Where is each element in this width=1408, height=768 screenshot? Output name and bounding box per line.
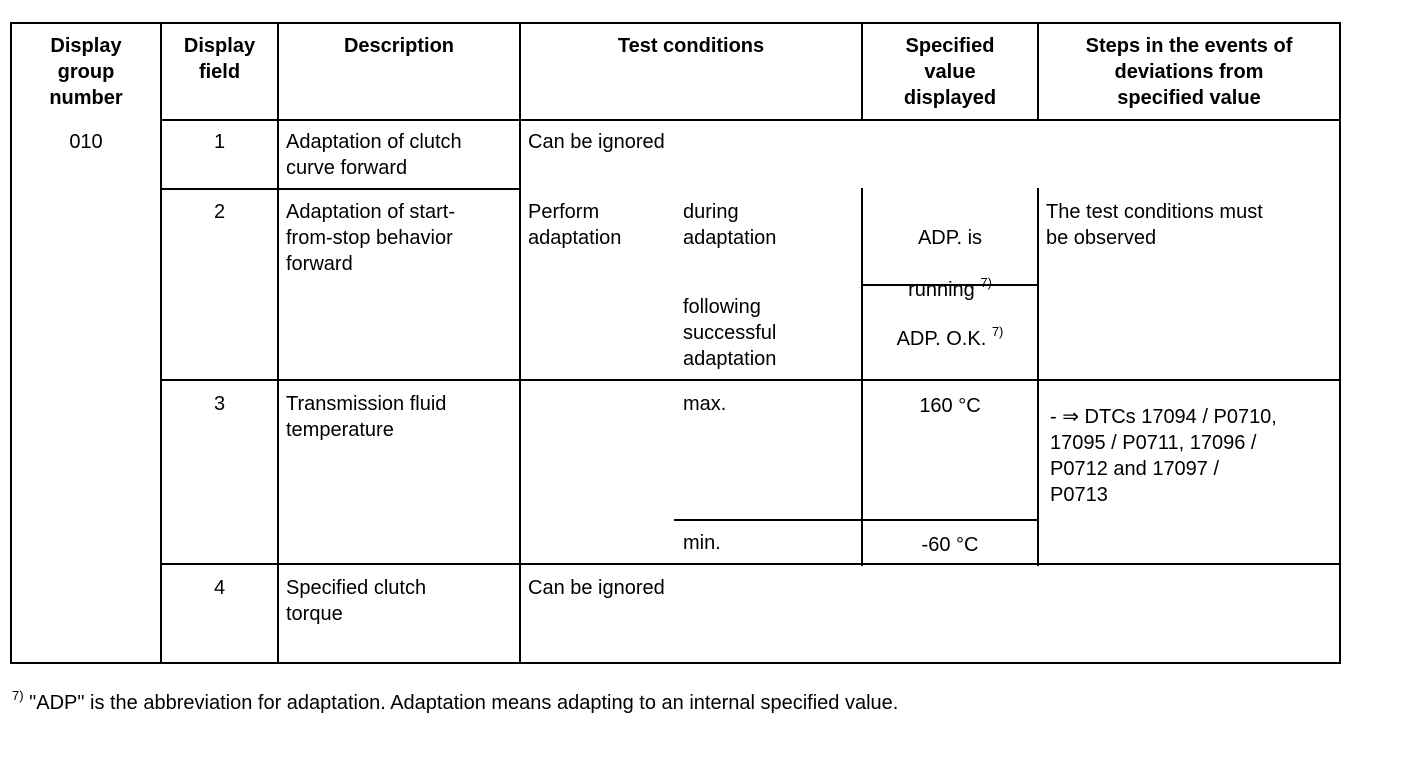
display-group-number: 010	[69, 131, 103, 153]
row2-sub2-condition: following successful adaptation	[683, 296, 777, 370]
footnote-mark: 7)	[12, 688, 24, 703]
header-description: Description	[343, 35, 455, 57]
header-steps: Steps in the events of deviations from specified value	[1085, 35, 1293, 109]
row1-description: Adaptation of clutch curve forward	[286, 131, 462, 179]
table-right-border	[1339, 22, 1341, 664]
row3-sub1-value: 160 °C	[919, 395, 981, 417]
row4-description: Specified clutch torque	[286, 577, 427, 625]
col-divider-field	[277, 22, 279, 664]
row1-conditions: Can be ignored	[528, 131, 665, 153]
row2-sub1-value-line1: ADP. is	[917, 227, 983, 249]
header-display-field: Display field	[183, 35, 256, 83]
header-bottom-rule	[161, 119, 1341, 121]
footnote	[12, 690, 898, 716]
row3-sub2-condition: min.	[683, 532, 721, 554]
row2-sub2-value-text: ADP. O.K.	[896, 328, 987, 350]
row3-sub2-value: -60 °C	[921, 534, 979, 556]
row1-bottom-rule	[161, 188, 521, 190]
table-bottom-border	[10, 662, 1341, 664]
row3-description: Transmission fluid temperature	[286, 393, 447, 441]
col-divider-group	[160, 22, 162, 664]
col-divider-specified	[1037, 188, 1039, 566]
row3-sub-rule	[674, 519, 1039, 521]
header-display-group-number: Display group number	[49, 35, 123, 109]
row2-field: 2	[213, 201, 226, 223]
row3-field: 3	[213, 393, 226, 415]
row1-field: 1	[213, 131, 226, 153]
row2-description: Adaptation of start- from-stop behavior forward	[286, 201, 455, 275]
row2-steps: The test conditions must be observed	[1046, 201, 1263, 249]
row2-condition-main: Perform adaptation	[528, 201, 622, 249]
row4-conditions: Can be ignored	[528, 577, 665, 599]
row3-steps: - ⇒ DTCs 17094 / P0710, 17095 / P0711, 17096 / P0712 and 17097 / P0713	[1050, 406, 1277, 506]
row3-bottom-rule	[161, 563, 1341, 565]
row2-sub2-value	[863, 300, 1037, 352]
row2-sub1-value	[863, 199, 1037, 303]
row2-bottom-rule	[161, 379, 1341, 381]
row3-sub1-condition: max.	[683, 393, 727, 415]
table-left-border	[10, 121, 12, 664]
footnote-ref: 7)	[991, 324, 1004, 339]
row4-field: 4	[213, 577, 226, 599]
header-test-conditions: Test conditions	[617, 35, 765, 57]
row2-sub1-condition: during adaptation	[683, 201, 777, 249]
footnote-ref: 7)	[980, 275, 992, 290]
col-divider-description	[519, 22, 521, 664]
table-top-border	[10, 22, 1341, 24]
header-specified-value: Specified value displayed	[903, 35, 997, 109]
row2-sub1-value-line2: running	[908, 279, 975, 301]
footnote-text: "ADP" is the abbreviation for adaptation. Adaptation means adapting to an internal specified value.	[29, 692, 899, 714]
